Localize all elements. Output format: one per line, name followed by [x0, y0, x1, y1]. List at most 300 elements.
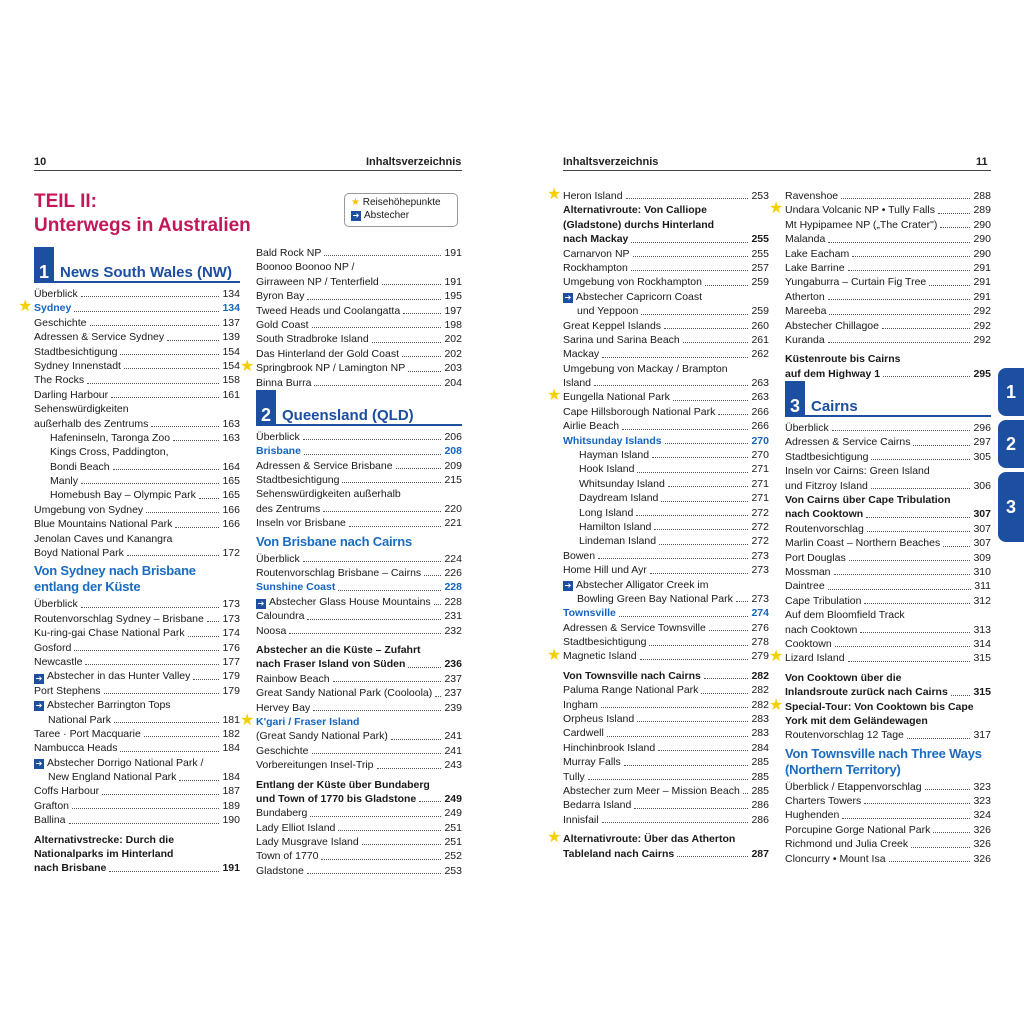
toc-entry[interactable]	[785, 352, 991, 381]
toc-entry[interactable]	[256, 459, 462, 473]
toc-line	[256, 275, 462, 289]
toc-entry[interactable]	[34, 655, 240, 669]
toc-entry[interactable]	[563, 606, 769, 620]
page-number: 249	[444, 792, 462, 805]
page-number: 172	[222, 547, 240, 560]
entry-title: National Park	[48, 713, 112, 726]
toc-column-3	[547, 186, 769, 861]
toc-entry[interactable]	[563, 635, 769, 649]
toc-entry[interactable]	[563, 333, 769, 347]
toc-entry[interactable]	[256, 318, 462, 332]
entry-title: Stadtbesichtigung	[785, 450, 869, 463]
entry-title: Lady Elliot Island	[256, 821, 336, 834]
toc-entry[interactable]	[785, 522, 991, 536]
toc-entry[interactable]	[563, 770, 769, 784]
toc-entry[interactable]	[34, 741, 240, 755]
chapter-heading[interactable]	[256, 390, 462, 426]
toc-entry[interactable]	[34, 684, 240, 698]
toc-line	[563, 261, 769, 275]
toc-entry[interactable]	[785, 232, 991, 246]
entry-title: Port Stephens	[34, 684, 101, 697]
toc-line	[563, 832, 769, 846]
page-number: 237	[444, 672, 462, 685]
toc-entry[interactable]	[256, 778, 462, 807]
toc-line	[34, 713, 240, 727]
toc-entry[interactable]	[785, 671, 991, 700]
page-number: 270	[751, 449, 769, 462]
entry-title: Coffs Harbour	[34, 785, 100, 798]
toc-line	[785, 261, 991, 275]
entry-title: Great Sandy National Park (Cooloola)	[256, 687, 433, 700]
toc-entry[interactable]	[785, 808, 991, 822]
toc-entry[interactable]	[34, 316, 240, 330]
toc-entry[interactable]	[256, 835, 462, 849]
dot-leader	[391, 739, 442, 740]
toc-entry[interactable]	[547, 186, 769, 203]
dot-leader	[588, 779, 749, 780]
dot-leader	[704, 678, 749, 679]
page-number: 232	[444, 624, 462, 637]
page-number: 231	[444, 610, 462, 623]
page-number: 288	[973, 189, 991, 202]
toc-entry[interactable]	[256, 376, 462, 390]
toc-line	[785, 189, 991, 203]
page-number: 271	[751, 477, 769, 490]
dot-leader	[434, 604, 442, 605]
toc-line	[785, 304, 991, 318]
toc-entry[interactable]	[34, 503, 240, 517]
entry-title: Nambucca Heads	[34, 742, 118, 755]
entry-title: Lady Musgrave Island	[256, 836, 359, 849]
toc-entry[interactable]	[769, 200, 991, 218]
entry-title: Routenvorschlag	[785, 522, 864, 535]
toc-line	[563, 491, 769, 505]
toc-entry[interactable]	[34, 359, 240, 373]
toc-entry[interactable]	[563, 261, 769, 275]
toc-entry[interactable]	[563, 798, 769, 812]
page-number-left: 10	[34, 156, 47, 168]
entry-title: New England National Park	[48, 771, 177, 784]
subheading-line: (Northern Territory)	[785, 761, 901, 777]
toc-entry[interactable]	[34, 517, 240, 531]
entry-title: Von Cooktown über die	[785, 671, 902, 684]
toc-line	[256, 657, 462, 671]
dot-leader	[289, 633, 441, 634]
page-number: 259	[751, 276, 769, 289]
dot-leader	[87, 383, 219, 384]
toc-entry[interactable]	[256, 430, 462, 444]
chapter-tab-3[interactable]: 3	[998, 472, 1024, 542]
entry-title: Überblick	[34, 287, 78, 300]
toc-entry[interactable]	[785, 218, 991, 232]
toc-entry[interactable]	[563, 755, 769, 769]
toc-entry[interactable]	[785, 608, 991, 637]
toc-entry[interactable]	[256, 347, 462, 361]
toc-line	[563, 847, 769, 861]
toc-entry[interactable]	[785, 247, 991, 261]
toc-entry[interactable]	[256, 516, 462, 530]
star-icon: ★	[769, 648, 784, 666]
dot-leader	[736, 601, 749, 602]
page-number: 273	[751, 592, 769, 605]
entry-title: Abstecher Barrington Tops	[47, 699, 171, 712]
toc-entry[interactable]	[34, 474, 240, 488]
page-number: 173	[222, 612, 240, 625]
page-number: 307	[973, 537, 991, 550]
entry-title: Stadtbesichtigung	[563, 636, 647, 649]
toc-entry[interactable]	[563, 491, 769, 505]
page-number: 189	[222, 799, 240, 812]
toc-line	[34, 517, 240, 531]
dot-leader	[424, 575, 441, 576]
toc-entry[interactable]	[563, 434, 769, 448]
toc-entry[interactable]	[256, 609, 462, 623]
toc-line	[256, 595, 462, 609]
toc-entry[interactable]	[563, 347, 769, 361]
toc-entry[interactable]	[563, 506, 769, 520]
toc-entry[interactable]	[256, 487, 462, 516]
entry-title: Daintree	[785, 580, 825, 593]
dot-leader	[718, 414, 748, 415]
toc-entry[interactable]	[34, 727, 240, 741]
toc-entry[interactable]	[785, 493, 991, 522]
toc-line	[785, 479, 991, 493]
dot-leader	[832, 430, 971, 431]
toc-entry[interactable]	[256, 758, 462, 772]
chapter-tab-1[interactable]: 1	[998, 368, 1024, 416]
dot-leader	[940, 227, 970, 228]
toc-entry[interactable]	[785, 823, 991, 837]
toc-entry[interactable]	[563, 683, 769, 697]
toc-line	[563, 813, 769, 827]
entry-title: Bundaberg	[256, 807, 308, 820]
toc-line	[563, 635, 769, 649]
toc-line	[34, 417, 240, 431]
dot-leader	[601, 707, 748, 708]
toc-line	[34, 626, 240, 640]
entry-title: Jenolan Caves und Kanangra	[34, 532, 173, 545]
page-number: 206	[444, 430, 462, 443]
toc-entry[interactable]	[563, 405, 769, 419]
toc-line	[563, 520, 769, 534]
toc-line	[34, 316, 240, 330]
toc-entry[interactable]	[256, 849, 462, 863]
star-icon: ★	[18, 298, 33, 316]
toc-line	[34, 669, 240, 683]
toc-line	[34, 655, 240, 669]
toc-entry[interactable]	[34, 330, 240, 344]
toc-entry[interactable]	[256, 864, 462, 878]
star-icon: ★	[547, 646, 562, 664]
toc-line	[256, 778, 462, 792]
dot-leader	[377, 768, 442, 769]
toc-line	[563, 798, 769, 812]
toc-entry[interactable]	[563, 462, 769, 476]
dot-leader	[882, 328, 970, 329]
dot-leader	[114, 722, 219, 723]
toc-line	[34, 532, 240, 546]
toc-entry[interactable]	[240, 711, 462, 729]
toc-entry[interactable]	[34, 287, 240, 301]
page-number: 181	[222, 713, 240, 726]
toc-entry[interactable]	[256, 624, 462, 638]
page-number: 315	[973, 652, 991, 665]
entry-title: nach Fraser Island von Süden	[256, 658, 406, 671]
entry-title: Lake Barrine	[785, 261, 845, 274]
toc-entry[interactable]	[563, 203, 769, 246]
toc-entry[interactable]	[785, 565, 991, 579]
toc-entry[interactable]	[563, 534, 769, 548]
toc-entry[interactable]	[785, 304, 991, 318]
toc-line	[563, 448, 769, 462]
toc-entry[interactable]	[240, 358, 462, 376]
entry-title: und Town of 1770 bis Gladstone	[256, 792, 417, 805]
chapter-heading[interactable]	[34, 247, 240, 283]
toc-entry[interactable]	[256, 289, 462, 303]
toc-entry[interactable]	[563, 698, 769, 712]
toc-line	[34, 445, 240, 459]
toc-entry[interactable]	[34, 799, 240, 813]
page-number: 228	[444, 595, 462, 608]
toc-entry[interactable]	[785, 837, 991, 851]
toc-entry[interactable]	[34, 698, 240, 727]
toc-entry[interactable]	[563, 712, 769, 726]
toc-entry[interactable]	[785, 794, 991, 808]
section-subheading[interactable]	[256, 534, 462, 550]
toc-entry[interactable]	[785, 551, 991, 565]
dot-leader	[179, 780, 219, 781]
page-number: 291	[973, 261, 991, 274]
dot-leader	[113, 469, 220, 470]
dot-leader	[303, 439, 442, 440]
entry-title: Routenvorschlag Brisbane – Cairns	[256, 567, 422, 580]
page-number: 179	[222, 670, 240, 683]
toc-entry[interactable]	[563, 448, 769, 462]
toc-entry[interactable]	[785, 728, 991, 742]
toc-entry[interactable]	[563, 741, 769, 755]
toc-entry[interactable]	[563, 419, 769, 433]
page-number: 279	[751, 650, 769, 663]
toc-entry[interactable]	[563, 362, 769, 391]
toc-entry[interactable]	[785, 594, 991, 608]
toc-entry[interactable]	[563, 319, 769, 333]
toc-line	[34, 799, 240, 813]
page-number: 226	[444, 567, 462, 580]
toc-entry[interactable]	[563, 621, 769, 635]
page-number: 263	[751, 377, 769, 390]
toc-line	[563, 390, 769, 404]
toc-entry[interactable]	[563, 290, 769, 319]
toc-line	[563, 549, 769, 563]
toc-entry[interactable]	[785, 261, 991, 275]
section-subheading[interactable]	[785, 746, 991, 778]
entry-title: Hayman Island	[579, 449, 650, 462]
toc-entry[interactable]	[785, 780, 991, 794]
page-number: 266	[751, 405, 769, 418]
toc-entry[interactable]	[34, 488, 240, 502]
toc-entry[interactable]	[547, 829, 769, 861]
entry-title: Rockhampton	[563, 261, 628, 274]
toc-entry[interactable]	[256, 672, 462, 686]
page-number: 224	[444, 552, 462, 565]
page-number: 257	[751, 261, 769, 274]
entry-title: nach Mackay	[563, 233, 629, 246]
toc-entry[interactable]	[785, 189, 991, 203]
entry-title: Charters Towers	[785, 795, 862, 808]
toc-line	[563, 419, 769, 433]
toc-entry[interactable]	[256, 595, 462, 609]
entry-title: Girraween NP / Tenterfield	[256, 275, 379, 288]
toc-entry[interactable]	[34, 785, 240, 799]
toc-entry[interactable]	[785, 421, 991, 435]
entry-title: Tweed Heads und Coolangatta	[256, 304, 401, 317]
toc-entry[interactable]	[563, 520, 769, 534]
page-number: 285	[751, 770, 769, 783]
toc-entry[interactable]	[256, 580, 462, 594]
toc-entry[interactable]	[563, 549, 769, 563]
toc-line	[34, 431, 240, 445]
toc-entry[interactable]	[34, 373, 240, 387]
page-number: 259	[751, 305, 769, 318]
toc-entry[interactable]	[256, 444, 462, 458]
toc-entry[interactable]	[785, 579, 991, 593]
toc-entry[interactable]	[256, 332, 462, 346]
dot-leader	[173, 440, 219, 441]
toc-entry[interactable]	[256, 566, 462, 580]
entry-title: K'gari / Fraser Island	[256, 715, 360, 728]
legend-star-label: Reisehöhepunkte	[362, 197, 441, 208]
toc-entry[interactable]	[256, 744, 462, 758]
dot-leader	[933, 832, 970, 833]
toc-entry[interactable]	[785, 536, 991, 550]
toc-entry[interactable]	[256, 260, 462, 289]
toc-entry[interactable]	[563, 247, 769, 261]
entry-title: nach Brisbane	[34, 862, 107, 875]
entry-title: Entlang der Küste über Bundaberg	[256, 778, 430, 791]
page-number: 173	[222, 598, 240, 611]
page-number: 278	[751, 636, 769, 649]
toc-entry[interactable]	[769, 648, 991, 666]
page-number: 285	[751, 785, 769, 797]
toc-entry[interactable]	[785, 333, 991, 347]
chapter-tab-2[interactable]: 2	[998, 420, 1024, 468]
toc-entry[interactable]	[34, 669, 240, 683]
toc-entry[interactable]	[34, 532, 240, 561]
chapter-heading[interactable]	[785, 381, 991, 417]
page-number: 292	[973, 333, 991, 346]
toc-entry[interactable]	[256, 686, 462, 700]
toc-entry[interactable]	[34, 612, 240, 626]
toc-entry[interactable]	[256, 821, 462, 835]
dot-leader	[658, 750, 748, 751]
toc-entry[interactable]	[34, 813, 240, 827]
section-subheading[interactable]	[34, 563, 240, 595]
toc-entry[interactable]	[547, 387, 769, 405]
toc-entry[interactable]	[34, 833, 240, 876]
page-number: 176	[222, 641, 240, 654]
toc-entry[interactable]	[256, 304, 462, 318]
entry-title: Abstecher Chillagoe	[785, 319, 879, 332]
toc-line	[34, 756, 240, 770]
toc-entry[interactable]	[563, 477, 769, 491]
entry-title: Grafton	[34, 799, 70, 812]
toc-entry[interactable]	[785, 275, 991, 289]
toc-entry[interactable]	[34, 626, 240, 640]
toc-entry[interactable]	[34, 641, 240, 655]
toc-entry[interactable]	[34, 756, 240, 785]
dot-leader	[69, 823, 220, 824]
dot-leader	[622, 429, 748, 430]
toc-line	[256, 624, 462, 638]
toc-entry[interactable]	[18, 298, 240, 316]
toc-entry[interactable]	[256, 643, 462, 672]
dot-leader	[701, 693, 748, 694]
toc-entry[interactable]	[256, 552, 462, 566]
toc-entry[interactable]	[34, 402, 240, 431]
toc-entry[interactable]	[34, 431, 240, 445]
entry-title: Hafeninseln, Taronga Zoo	[50, 431, 171, 444]
legend-arrow-label: Abstecher	[364, 210, 410, 221]
toc-entry[interactable]	[256, 806, 462, 820]
page-number: 164	[222, 460, 240, 473]
dot-leader	[188, 636, 220, 637]
toc-entry[interactable]	[563, 669, 769, 683]
toc-entry[interactable]	[256, 473, 462, 487]
toc-entry[interactable]	[563, 813, 769, 827]
toc-entry[interactable]	[563, 784, 769, 798]
page-number: 161	[222, 388, 240, 401]
dot-leader	[677, 856, 748, 857]
toc-entry[interactable]	[34, 445, 240, 474]
dot-leader	[342, 482, 441, 483]
star-icon: ★	[240, 711, 255, 729]
toc-line	[34, 474, 240, 488]
entry-title: Abstecher an die Küste – Zufahrt	[256, 643, 421, 656]
toc-entry[interactable]	[256, 729, 462, 743]
toc-entry[interactable]	[785, 464, 991, 493]
entry-title: Überblick / Etappenvorschlag	[785, 780, 922, 793]
entry-title: Das Hinterland der Gold Coast	[256, 347, 399, 360]
page-number: 286	[751, 799, 769, 812]
toc-entry[interactable]	[785, 290, 991, 304]
toc-entry[interactable]	[547, 646, 769, 664]
toc-line	[785, 565, 991, 579]
toc-entry[interactable]	[785, 319, 991, 333]
toc-entry[interactable]	[256, 701, 462, 715]
toc-entry[interactable]	[563, 726, 769, 740]
toc-entry[interactable]	[34, 388, 240, 402]
toc-entry[interactable]	[785, 637, 991, 651]
toc-entry[interactable]	[563, 563, 769, 577]
toc-entry[interactable]	[785, 435, 991, 449]
toc-entry[interactable]	[563, 578, 769, 607]
entry-title: Cardwell	[563, 727, 604, 740]
toc-line	[563, 275, 769, 289]
entry-title: Airlie Beach	[563, 420, 620, 433]
dot-leader	[938, 213, 971, 214]
dot-leader	[828, 299, 971, 300]
toc-line	[256, 849, 462, 863]
toc-entry[interactable]	[34, 345, 240, 359]
toc-entry[interactable]	[785, 852, 991, 866]
toc-entry[interactable]	[34, 597, 240, 611]
toc-entry[interactable]	[256, 246, 462, 260]
toc-entry[interactable]	[563, 275, 769, 289]
toc-entry[interactable]	[785, 450, 991, 464]
toc-line	[34, 373, 240, 387]
dot-leader	[673, 400, 749, 401]
toc-entry[interactable]	[769, 696, 991, 729]
